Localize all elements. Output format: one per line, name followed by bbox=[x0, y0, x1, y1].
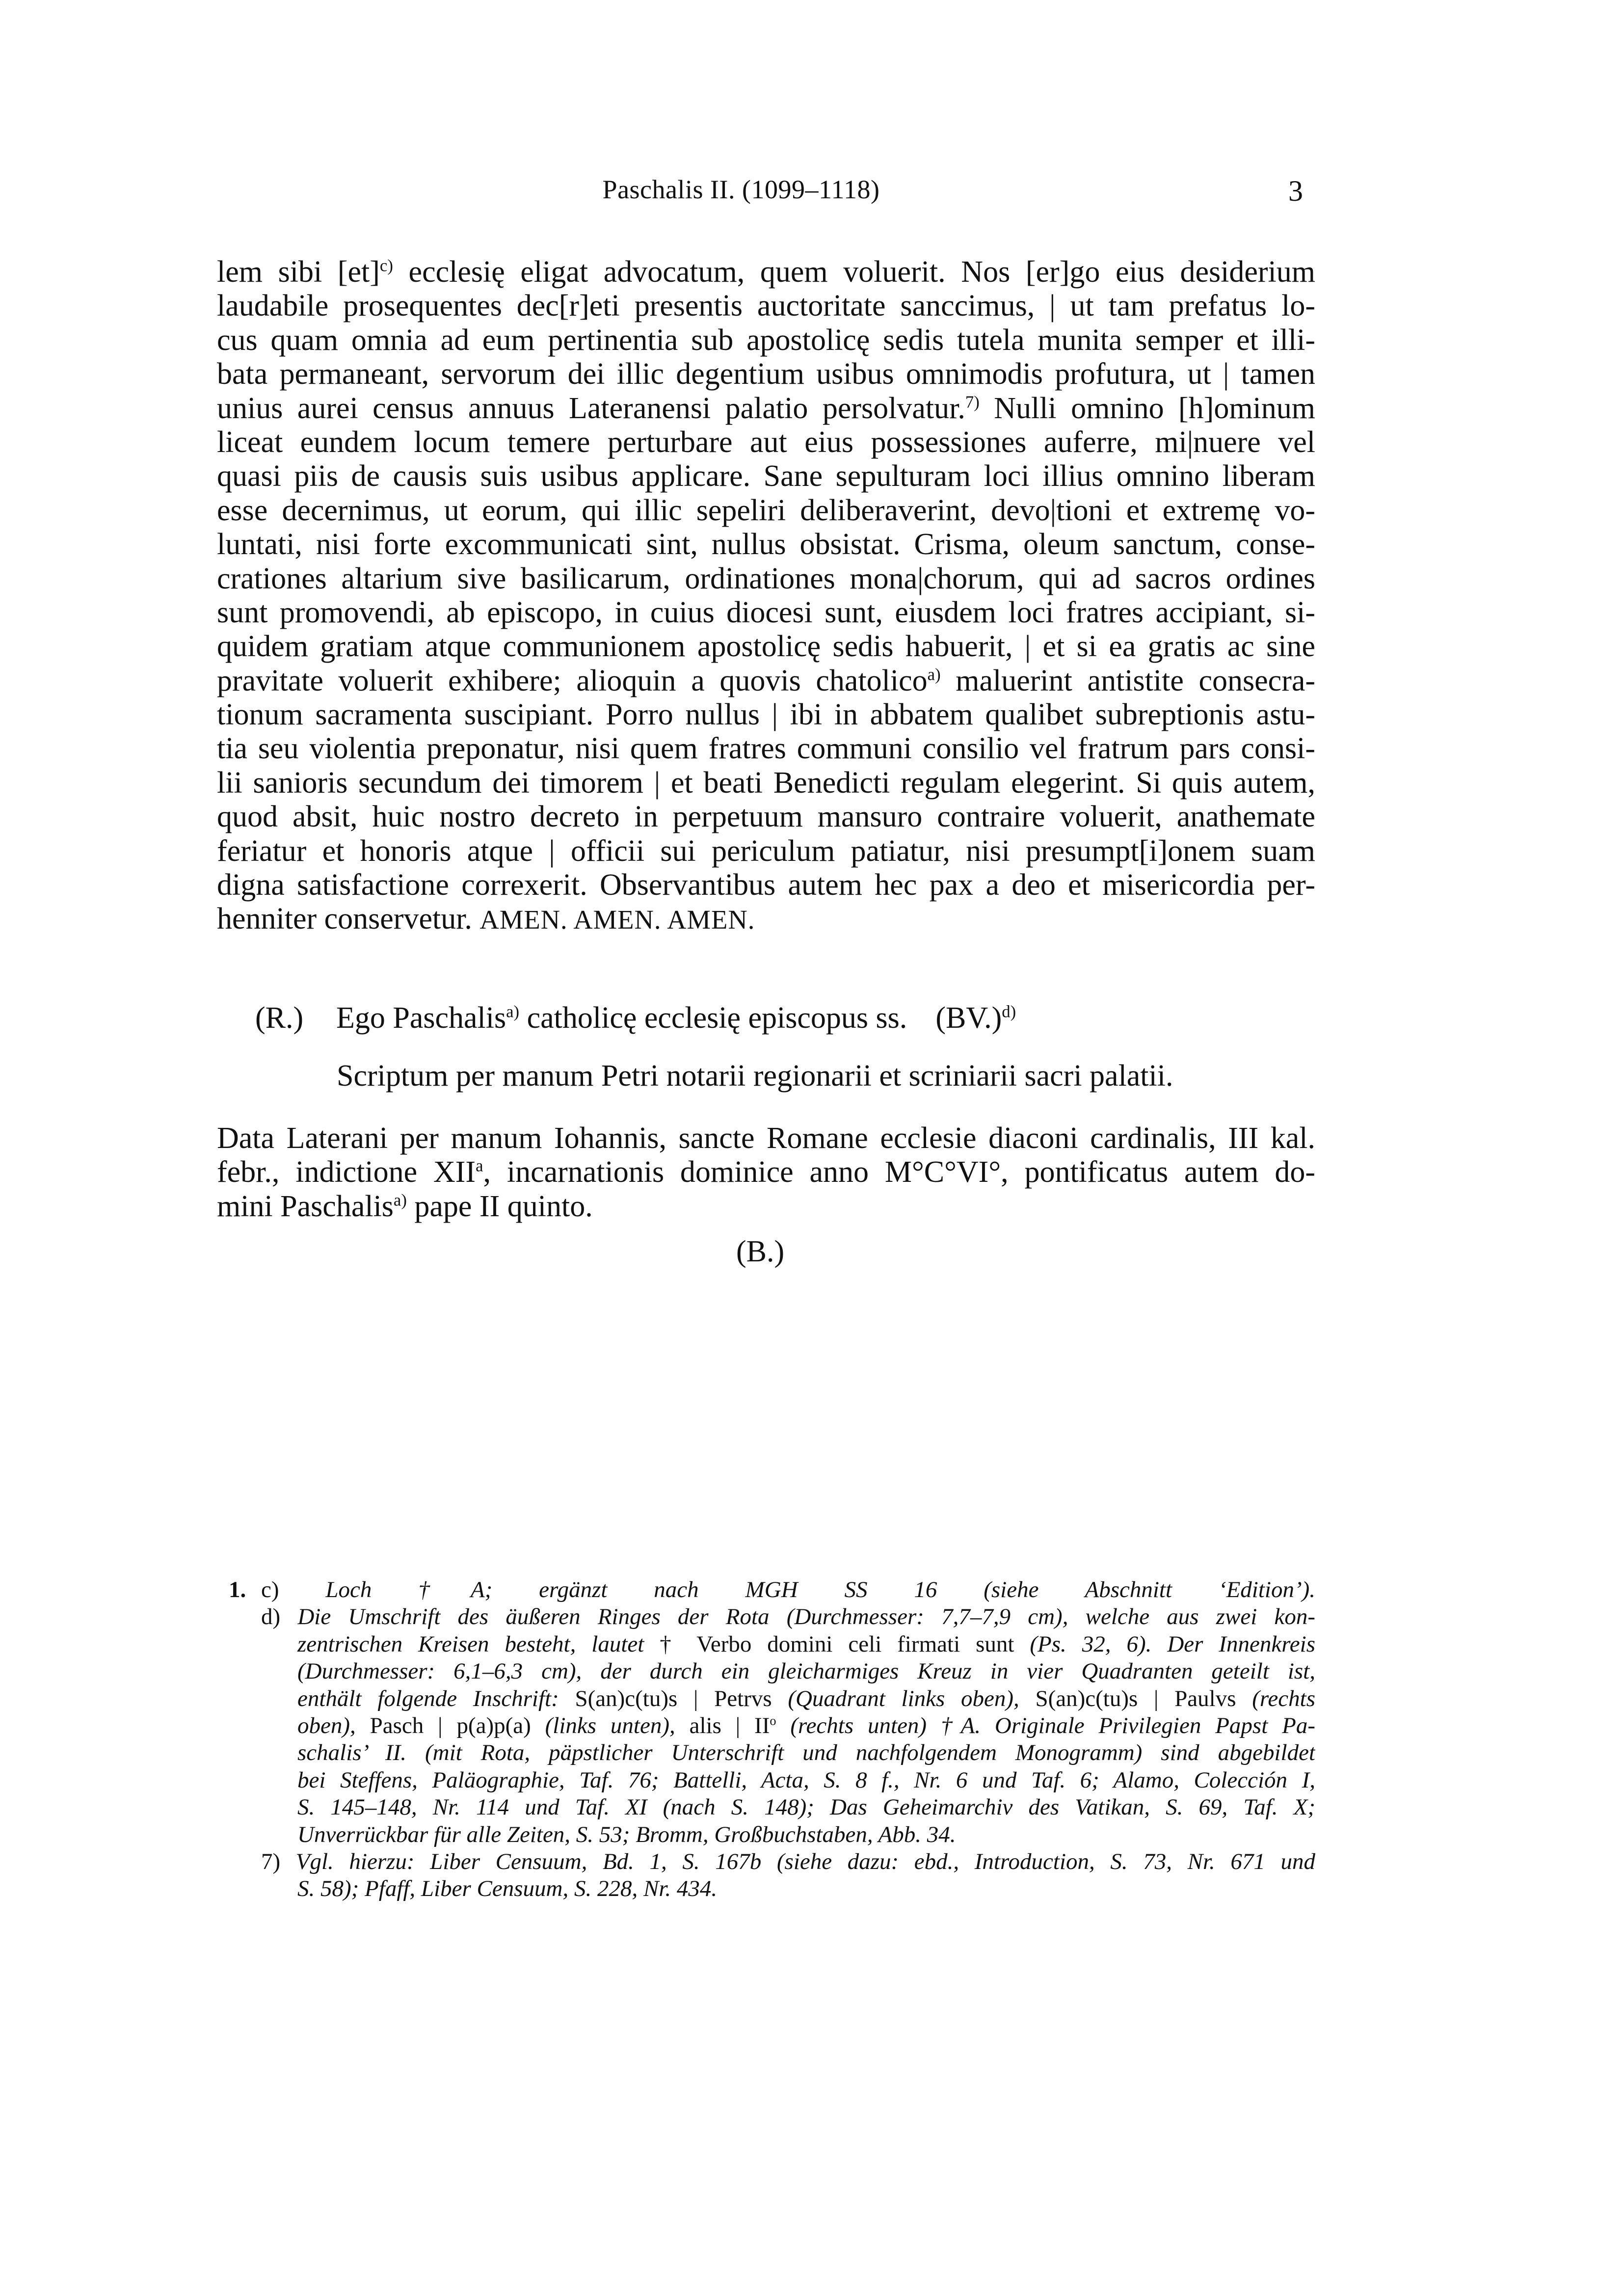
italic-text: Die Umschrift des äußeren Ringes der Rota (Durchmesser: 7,7–7,9 cm), welche aus zwei kon- bbox=[297, 1604, 1315, 1630]
amen-formula: AMEN. AMEN. AMEN. bbox=[479, 905, 755, 935]
text-run: alis | II bbox=[689, 1712, 770, 1738]
footnote-line bbox=[261, 1794, 1315, 1821]
footnote-line bbox=[261, 1576, 1315, 1603]
text-run bbox=[776, 1713, 791, 1738]
text-run: S(an)c(tu)s | Paulvs bbox=[1035, 1685, 1252, 1711]
text-run: crationes altarium sive basilicarum, ordinationes mona|chorum, qui ad sacros ordines bbox=[217, 561, 1315, 595]
footnote-line bbox=[261, 1767, 1315, 1794]
text-line bbox=[217, 664, 1315, 698]
text-run: quod absit, huic nostro decreto in perpetuum mansuro contraire voluerit, anathemate bbox=[217, 800, 1315, 834]
footnote-number: 1. bbox=[229, 1577, 246, 1602]
text-line bbox=[217, 357, 1315, 391]
text-run: maluerint antistite consecra- bbox=[940, 664, 1315, 697]
text-run: lii sanioris secundum dei timorem | et beati Benedicti regulam elegerint. Si quis autem, bbox=[217, 766, 1315, 800]
running-title: Paschalis II. (1099–1118) bbox=[602, 175, 880, 204]
footnote-line bbox=[261, 1875, 1315, 1902]
footnote-line bbox=[261, 1603, 1315, 1630]
text-line bbox=[217, 494, 1315, 528]
footnote-line bbox=[261, 1685, 1315, 1712]
subscription-text: Ego Paschalis bbox=[336, 1001, 506, 1035]
text-run: ecclesię eligat advocatum, quem voluerit. Nos [er]go eius desiderium bbox=[393, 255, 1315, 289]
monogram-label-text: (BV.) bbox=[935, 1001, 1002, 1035]
text-run: liceat eundem locum temere perturbare aut eius possessiones auferre, mi|nuere vel bbox=[217, 425, 1315, 459]
text-run: esse decernimus, ut eorum, qui illic sepeliri deliberaverint, devo|tioni et extremę vo- bbox=[217, 493, 1315, 527]
text-run: Data Laterani per manum Iohannis, sancte Romane ecclesie diaconi cardinalis, III kal. bbox=[217, 1121, 1315, 1155]
footnote-marker: d) bbox=[1002, 1002, 1016, 1021]
subscription-text: catholicę ecclesię episcopus ss. bbox=[519, 1001, 907, 1035]
text-run: sunt promovendi, ab episcopo, in cuius diocesi sunt, eiusdem loci fratres accipiant, si- bbox=[217, 595, 1315, 629]
text-run: pravitate voluerit exhibere; alioquin a quovis chatolico bbox=[217, 664, 928, 697]
text-line bbox=[217, 459, 1315, 493]
footnote-marker: a) bbox=[927, 665, 941, 684]
footnote-line bbox=[261, 1821, 1315, 1848]
text-run: d) bbox=[261, 1604, 298, 1630]
text-run: laudabile prosequentes dec[r]eti presentis auctoritate sanccimus, | ut tam prefatus lo- bbox=[217, 289, 1315, 323]
text-line bbox=[217, 596, 1315, 630]
footnote-marker: 7) bbox=[965, 392, 980, 412]
italic-text: S. 58); Pfaff, Liber Censuum, S. 228, Nr. 434. bbox=[297, 1876, 718, 1902]
seal-label: (B.) bbox=[736, 1235, 785, 1268]
italic-text: Vgl. hierzu: Liber Censuum, Bd. 1, S. 167b (siehe dazu: ebd., Introduction, S. 73, Nr. 671 und bbox=[295, 1848, 1315, 1874]
page-number: 3 bbox=[1288, 175, 1303, 207]
text-line bbox=[217, 698, 1315, 732]
italic-text: (rechts bbox=[1252, 1685, 1315, 1711]
text-run: c) bbox=[261, 1577, 326, 1602]
text-run: 7) bbox=[261, 1848, 296, 1874]
text-line bbox=[217, 426, 1315, 459]
italic-text: S. 145–148, Nr. 114 und Taf. XI (nach S. 148); Das Geheimarchiv des Vatikan, S. 69, Taf. X; bbox=[297, 1794, 1315, 1820]
footnotes bbox=[229, 1576, 1315, 1903]
text-run: unius aurei census annuus Lateranensi palatio persolvatur. bbox=[217, 391, 965, 425]
italic-text: schalis’ II. (mit Rota, päpstlicher Unterschrift und nachfolgendem Monogramm) sind abgebildet bbox=[297, 1740, 1315, 1766]
text-line bbox=[217, 630, 1315, 664]
italic-text: bei Steffens, Paläographie, Taf. 76; Battelli, Acta, S. 8 f., Nr. 6 und Taf. 6; Alamo, Colección I, bbox=[297, 1767, 1315, 1793]
text-run: febr., indictione XII bbox=[217, 1155, 476, 1189]
dating-line bbox=[217, 1121, 1315, 1155]
dating-line bbox=[217, 1190, 1315, 1224]
text-run: mini Paschalis bbox=[217, 1189, 394, 1223]
rota-label: (R.) bbox=[255, 1001, 304, 1035]
text-run: pape II quinto. bbox=[406, 1189, 593, 1223]
text-run: henniter conservetur. bbox=[217, 902, 480, 936]
footnote-marker: o bbox=[770, 1713, 776, 1728]
footnote-line bbox=[261, 1739, 1315, 1766]
text-run: S(an)c(tu)s | Petrvs bbox=[575, 1685, 788, 1711]
italic-text: Loch †A; ergänzt nach MGH SS 16 (siehe Abschnitt ‘Edition’). bbox=[325, 1577, 1315, 1602]
italic-text: Unverrückbar für alle Zeiten, S. 53; Bromm, Großbuchstaben, Abb. 34. bbox=[297, 1821, 956, 1847]
text-run: Pasch | p(a)p(a) bbox=[370, 1712, 545, 1738]
papal-subscription bbox=[336, 1001, 907, 1035]
footnote-marker: a) bbox=[393, 1190, 407, 1210]
text-run: quasi piis de causis suis usibus applicare. Sane sepulturam loci illius omnino liberam bbox=[217, 459, 1315, 493]
dating-clause bbox=[217, 1121, 1315, 1224]
text-run: † Verbo domini celi firmati sunt bbox=[660, 1631, 1030, 1657]
text-run: cus quam omnia ad eum pertinentia sub apostolicę sedis tutela munita semper et illi- bbox=[217, 323, 1315, 357]
italic-text: enthält folgende Inschrift: bbox=[297, 1685, 575, 1711]
footnote-marker: c) bbox=[379, 256, 393, 275]
italic-text: oben), bbox=[297, 1712, 370, 1738]
italic-text: (Durchmesser: 6,1–6,3 cm), der durch ein gleicharmiges Kreuz in vier Quadranten geteilt ist, bbox=[297, 1658, 1315, 1684]
text-run: tia seu violentia preponatur, nisi quem fratres communi consilio vel fratrum pars consi- bbox=[217, 732, 1315, 766]
text-run: Nulli omnino [h]ominum bbox=[979, 391, 1315, 425]
text-line bbox=[217, 800, 1315, 834]
text-line bbox=[217, 392, 1315, 426]
footnote-line bbox=[261, 1848, 1315, 1875]
footnote-marker: a) bbox=[506, 1002, 520, 1021]
text-run: bata permaneant, servorum dei illic degentium usibus omnimodis profutura, ut | tamen bbox=[217, 357, 1315, 391]
italic-text: zentrischen Kreisen besteht, lautet bbox=[297, 1631, 660, 1657]
text-run: , incarnationis dominice anno M°C°VI°, pontificatus autem do- bbox=[483, 1155, 1315, 1189]
document-body-text bbox=[217, 255, 1315, 936]
text-run: digna satisfactione correxerit. Observantibus autem hec pax a deo et misericordia per- bbox=[217, 868, 1315, 902]
text-line bbox=[217, 834, 1315, 868]
footnote-marker: a bbox=[476, 1156, 483, 1175]
text-run: luntati, nisi forte excommunicati sint, nullus obsistat. Crisma, oleum sanctum, conse- bbox=[217, 528, 1315, 561]
text-line bbox=[217, 323, 1315, 357]
footnote-line bbox=[261, 1658, 1315, 1685]
text-line bbox=[217, 562, 1315, 596]
italic-text: (links unten), bbox=[545, 1712, 690, 1738]
italic-text: (Quadrant links oben), bbox=[788, 1685, 1036, 1711]
footnote-line bbox=[261, 1631, 1315, 1658]
text-run: feriatur et honoris atque | officii sui periculum patiatur, nisi presumpt[i]onem suam bbox=[217, 834, 1315, 868]
scribe-line: Scriptum per manum Petri notarii regionarii et scriniarii sacri palatii. bbox=[337, 1059, 1173, 1093]
papal-subscription-line bbox=[255, 1001, 1335, 1037]
text-line bbox=[217, 902, 1315, 936]
text-line bbox=[217, 868, 1315, 902]
text-line bbox=[217, 766, 1315, 800]
text-run: tionum sacramenta suscipiant. Porro nullus | ibi in abbatem qualibet subreptionis astu- bbox=[217, 698, 1315, 732]
text-run: quidem gratiam atque communionem apostolicę sedis habuerit, | et si ea gratis ac sine bbox=[217, 630, 1315, 664]
text-line bbox=[217, 528, 1315, 561]
dating-line bbox=[217, 1155, 1315, 1189]
text-line bbox=[217, 289, 1315, 323]
italic-text: (Ps. 32, 6). Der Innenkreis bbox=[1030, 1631, 1315, 1657]
monogram-label bbox=[935, 1001, 1016, 1035]
text-run: lem sibi [et] bbox=[217, 255, 380, 289]
signature-block bbox=[255, 1001, 1335, 1093]
italic-text: (rechts unten) †A. Originale Privilegien Papst Pa- bbox=[790, 1712, 1315, 1738]
text-line bbox=[217, 732, 1315, 766]
text-line bbox=[217, 255, 1315, 289]
footnote-line bbox=[261, 1712, 1315, 1739]
